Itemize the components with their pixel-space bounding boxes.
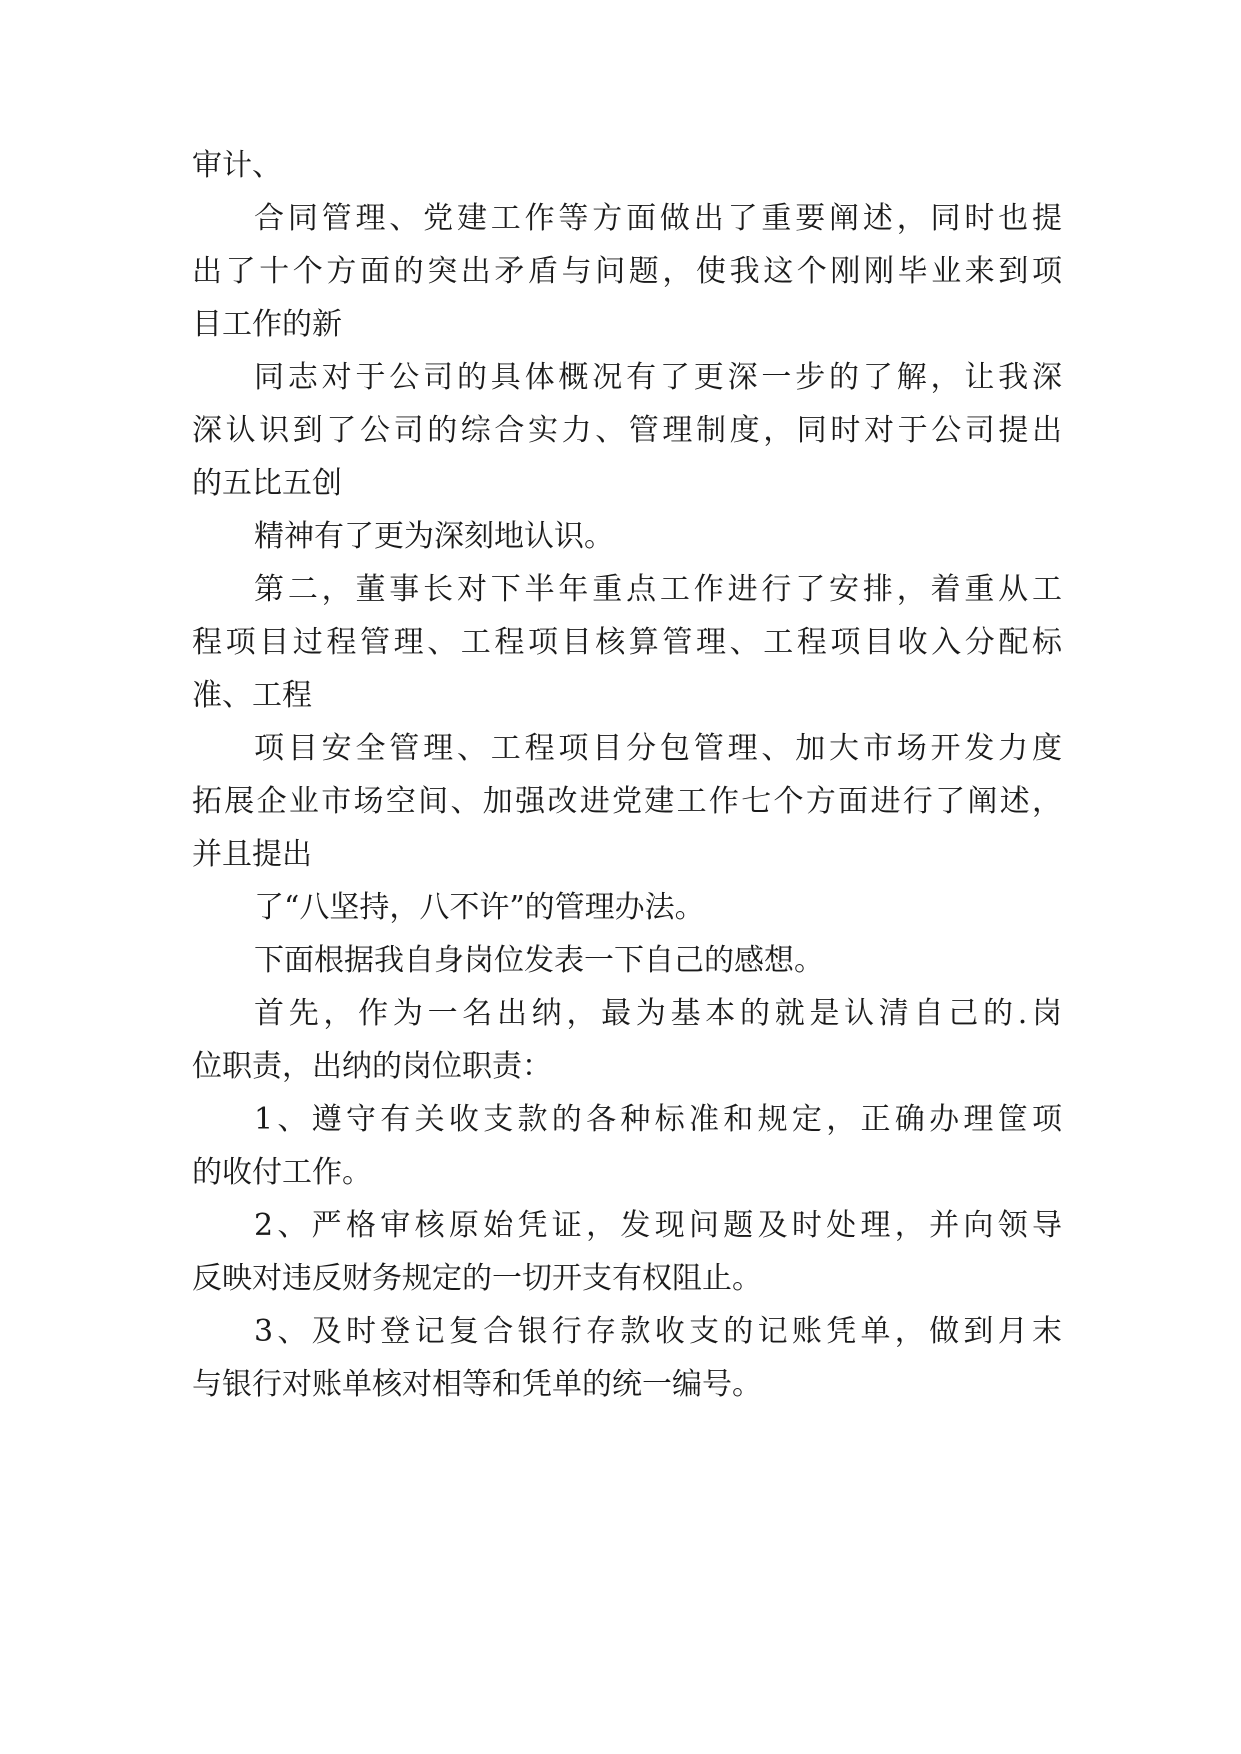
- text-line: 的五比五创: [192, 466, 342, 501]
- text-line: 项目安全管理、工程项目分包管理、加大市场开发力度: [254, 731, 1062, 766]
- text-line: 2、严格审核原始凭证，发现问题及时处理，并向领导: [254, 1208, 1062, 1243]
- text-line: 程项目过程管理、工程项目核算管理、工程项目收入分配标: [192, 625, 1062, 660]
- text-line: 反映对违反财务规定的一切开支有权阻止。: [192, 1261, 762, 1296]
- text-line: 并且提出: [192, 837, 312, 872]
- text-line: 准、工程: [192, 678, 312, 713]
- text-line: 同志对于公司的具体概况有了更深一步的了解，让我深: [254, 360, 1062, 395]
- text-line: 了“八坚持，八不许”的管理办法。: [254, 890, 705, 925]
- text-line: 目工作的新: [192, 307, 342, 342]
- text-line: 1、遵守有关收支款的各种标准和规定，正确办理筐项: [254, 1102, 1062, 1137]
- text-line: 下面根据我自身岗位发表一下自己的感想。: [254, 943, 824, 978]
- text-line: 深认识到了公司的综合实力、管理制度，同时对于公司提出: [192, 413, 1062, 448]
- text-line: 第二，董事长对下半年重点工作进行了安排，着重从工: [254, 572, 1062, 607]
- text-line: 出了十个方面的突出矛盾与问题，使我这个刚刚毕业来到项: [192, 254, 1062, 289]
- text-line: 合同管理、党建工作等方面做出了重要阐述，同时也提: [254, 201, 1062, 236]
- text-line: 3、及时登记复合银行存款收支的记账凭单，做到月末: [254, 1314, 1062, 1349]
- text-line: 拓展企业市场空间、加强改进党建工作七个方面进行了阐述，: [192, 784, 1062, 819]
- text-line: 审计、: [192, 148, 282, 183]
- text-line: 位职责，出纳的岗位职责：: [192, 1049, 552, 1084]
- text-line: 与银行对账单核对相等和凭单的统一编号。: [192, 1367, 762, 1402]
- text-line: 精神有了更为深刻地认识。: [254, 519, 614, 554]
- text-line: 的收付工作。: [192, 1155, 372, 1190]
- text-line: 首先，作为一名出纳，最为基本的就是认清自己的.岗: [254, 996, 1062, 1031]
